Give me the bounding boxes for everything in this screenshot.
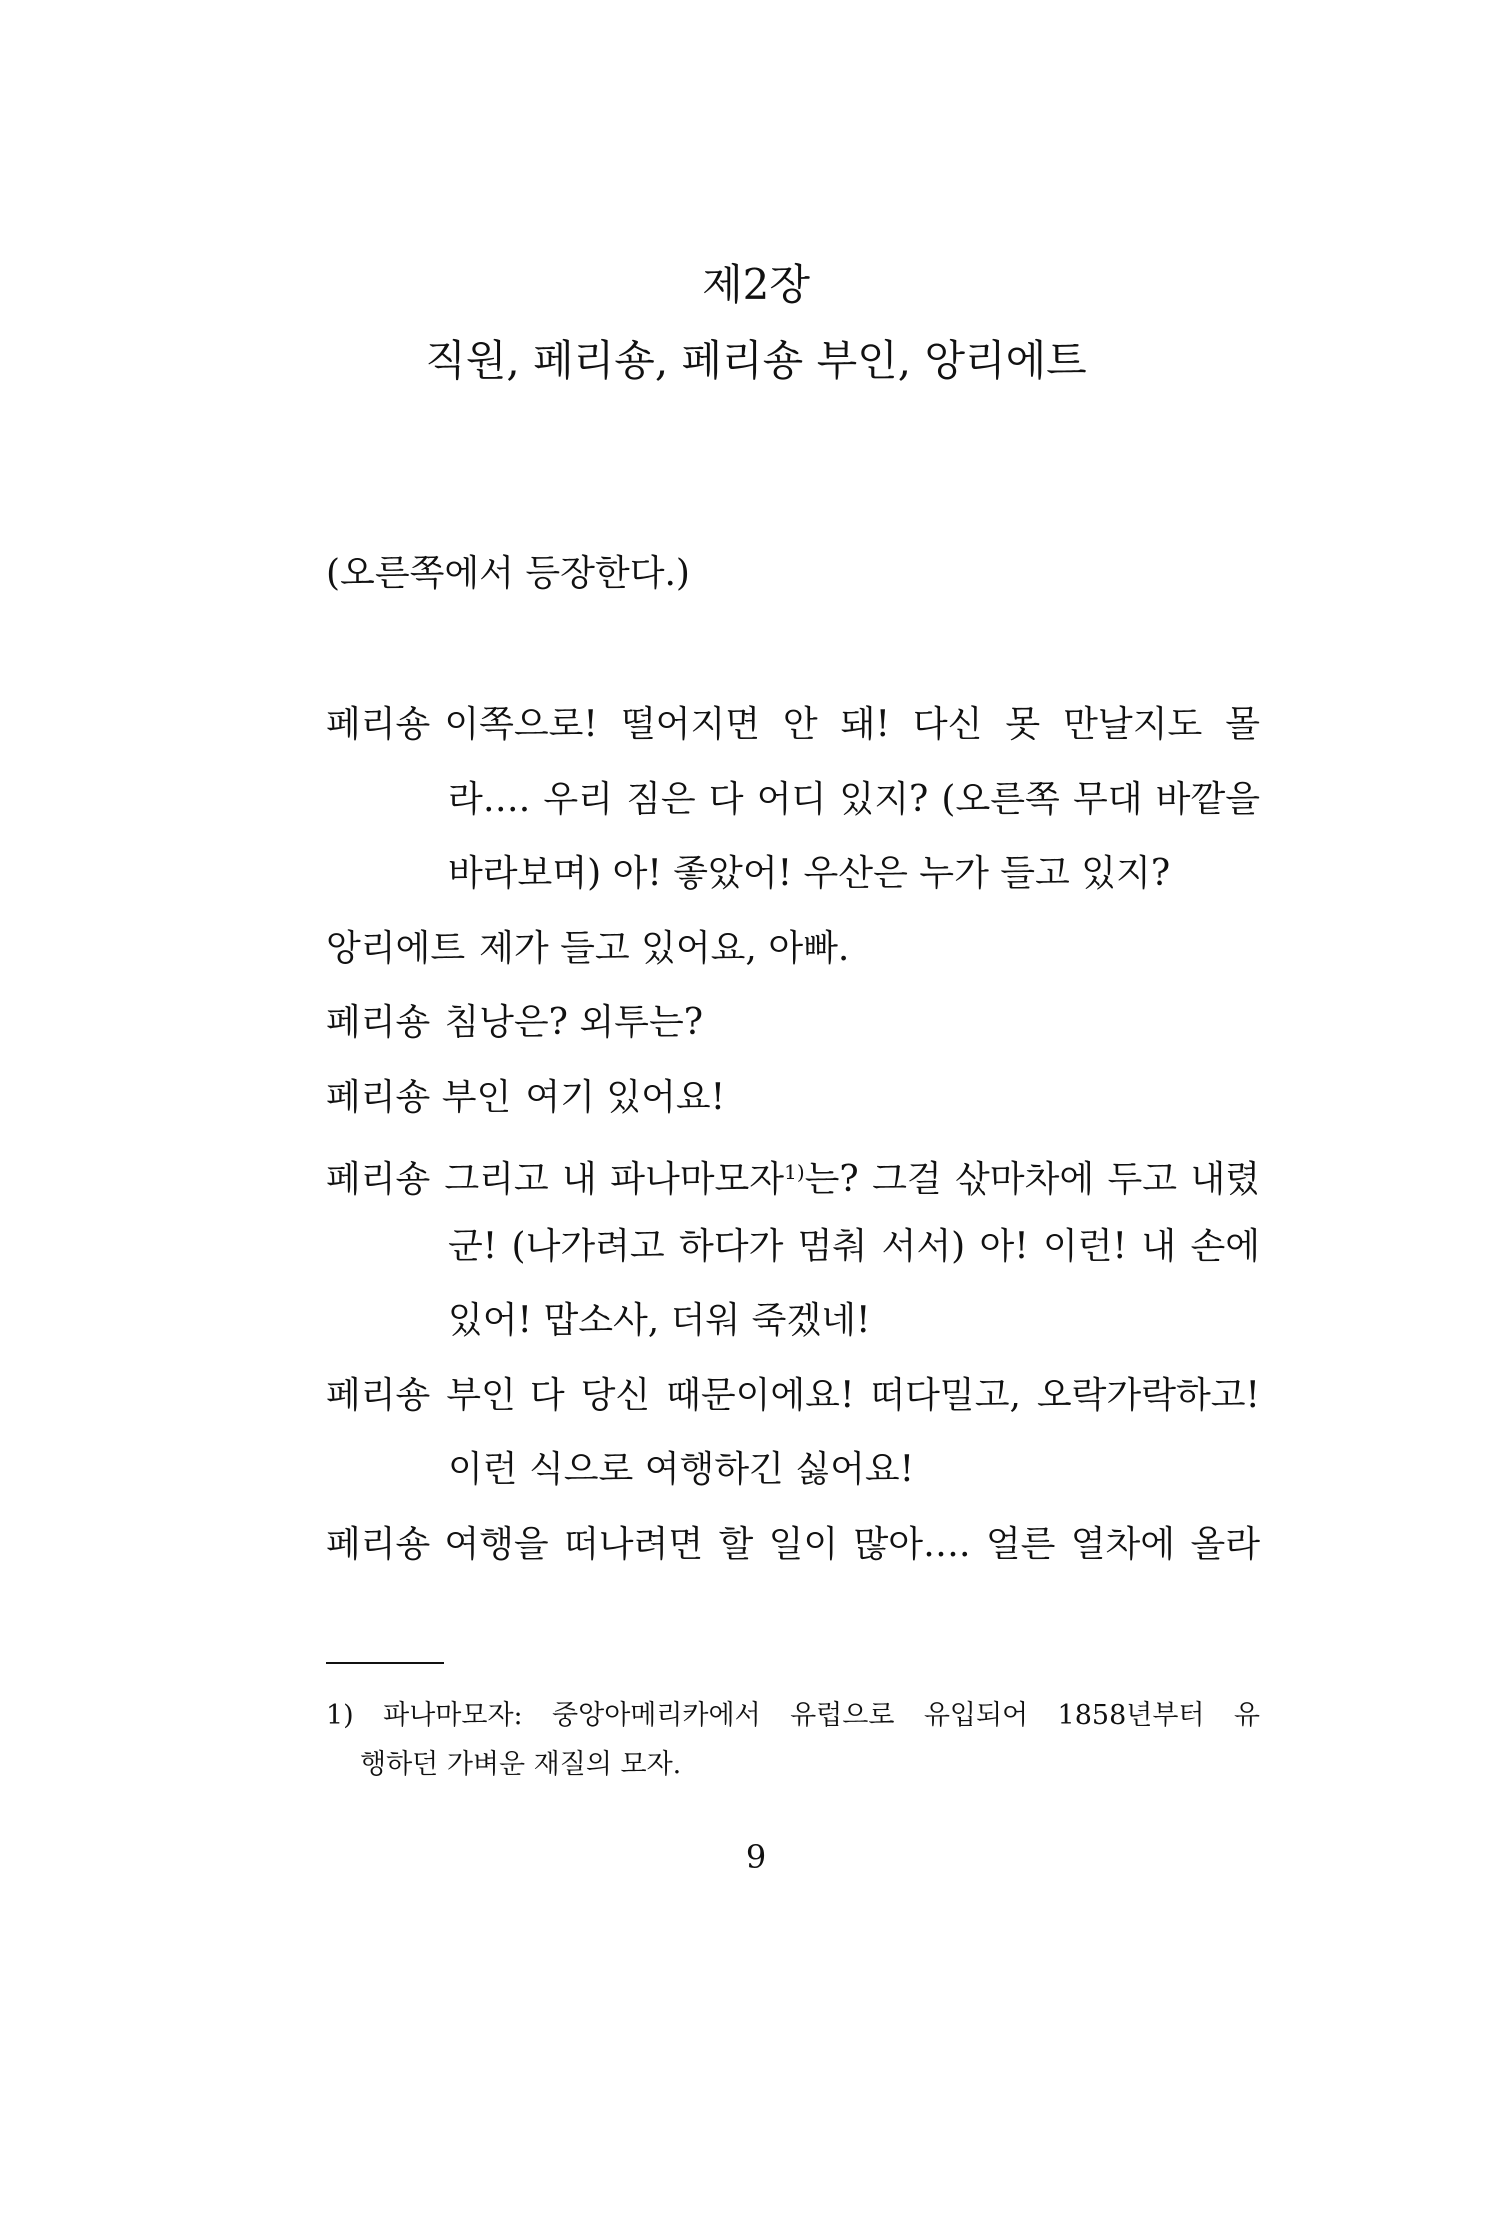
footnote-line: 행하던 가벼운 재질의 모자. — [360, 1749, 682, 1780]
dialogue-line — [326, 1147, 1260, 1205]
stage-direction: (오른쪽에서 등장한다.) — [326, 553, 690, 594]
dialogue-line: 군! (나가려고 하다가 멈춰 서서) 아! 이런! 내 손에 — [448, 1226, 1260, 1267]
chapter-characters: 직원, 페리숑, 페리숑 부인, 앙리에트 — [425, 336, 1087, 385]
speech: 침낭은? 외투는? — [444, 1002, 704, 1043]
speaker: 페리숑 부인 — [326, 1077, 512, 1118]
speech: 다 당신 때문이에요! 떠다밀고, 오락가락하고! — [529, 1375, 1260, 1416]
dialogue-line — [326, 1073, 725, 1123]
dialogue-line: 바라보며) 아! 좋았어! 우산은 누가 들고 있지? — [448, 853, 1171, 894]
speech: 는? 그걸 삯마차에 두고 내렸 — [804, 1159, 1260, 1200]
dialogue-line: 있어! 맙소사, 더워 죽겠네! — [448, 1300, 871, 1341]
speech: 제가 들고 있어요, 아빠. — [479, 928, 850, 969]
speaker: 페리숑 부인 — [326, 1375, 516, 1416]
speech: 여기 있어요! — [525, 1077, 726, 1118]
speaker: 페리숑 — [326, 1524, 431, 1565]
speaker: 페리숑 — [326, 704, 431, 745]
speaker: 페리숑 — [326, 1159, 431, 1200]
footnote-divider — [326, 1662, 444, 1664]
speaker: 페리숑 — [326, 1002, 431, 1043]
footnote-line: 1) 파나마모자: 중앙아메리카에서 유럽으로 유입되어 1858년부터 유 — [326, 1700, 1260, 1731]
speech: 이쪽으로! 떨어지면 안 돼! 다신 못 만날지도 몰 — [444, 704, 1260, 745]
chapter-number: 제2장 — [702, 260, 810, 309]
dialogue-line — [326, 1371, 1260, 1421]
speech: 그리고 내 파나마모자 — [444, 1159, 785, 1200]
dialogue-line — [326, 998, 703, 1048]
page-number: 9 — [745, 1838, 767, 1876]
footnote-ref[interactable]: 1) — [784, 1160, 805, 1184]
speaker: 앙리에트 — [326, 928, 466, 969]
dialogue-line — [326, 1520, 1260, 1570]
dialogue-line — [326, 924, 849, 974]
dialogue-line: 이런 식으로 여행하긴 싫어요! — [448, 1449, 915, 1490]
dialogue-line — [326, 700, 1260, 750]
dialogue-line: 라…. 우리 짐은 다 어디 있지? (오른쪽 무대 바깥을 — [448, 779, 1260, 820]
speech: 여행을 떠나려면 할 일이 많아…. 얼른 열차에 올라 — [444, 1524, 1260, 1565]
